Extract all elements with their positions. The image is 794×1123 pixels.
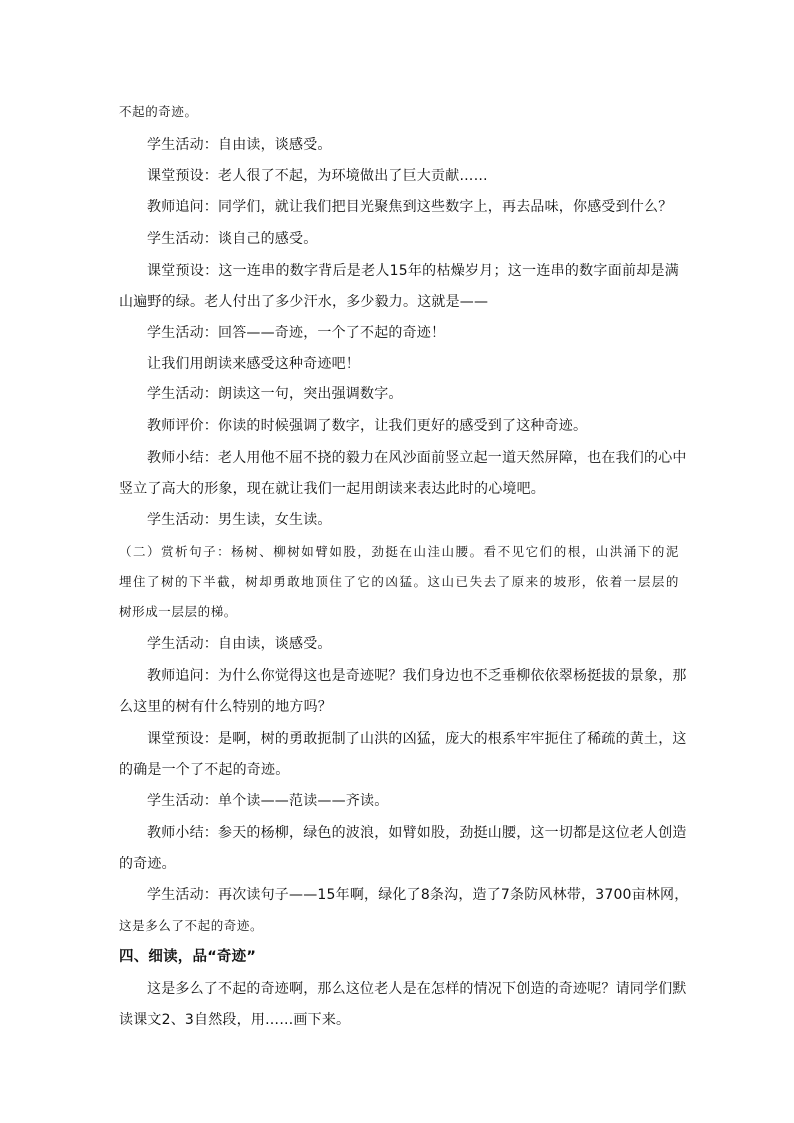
section-heading: 四、细读，品“奇迹”: [119, 949, 257, 965]
text-line: 教师追问：为什么你觉得这也是奇迹呢？我们身边也不乏垂柳依依翠杨挺拔的景象，那: [147, 668, 687, 684]
text-line: 教师追问：同学们，就让我们把目光聚焦到这些数字上，再去品味，你感受到什么？: [147, 199, 673, 215]
text-line: 的奇迹。: [119, 856, 176, 872]
text-line: 学生活动：朗读这一句，突出强调数字。: [147, 386, 403, 402]
text-line: 让我们用朗读来感受这种奇迹吧！: [147, 356, 360, 372]
text-line: 读课文2、3自然段，用……画下来。: [119, 1012, 351, 1028]
text-line: 课堂预设：是啊，树的勇敢扼制了山洪的凶猛，庞大的根系牢牢扼住了稀疏的黄土，这: [147, 731, 687, 747]
text-line: （二）赏析句子：杨树、柳树如臂如股，劲挺在山洼山腰。看不见它们的根，山洪涌下的泥: [119, 544, 679, 559]
text-line: 学生活动：单个读——范读——齐读。: [147, 793, 389, 809]
text-line: 埋住了树的下半截，树却勇敢地顶住了它的凶猛。这山已失去了原来的坡形，依着一层层的: [119, 574, 679, 589]
text-line: 学生活动：回答——奇迹，一个了不起的奇迹！: [147, 325, 446, 341]
text-line: 不起的奇迹。: [119, 104, 198, 119]
text-line: 山遍野的绿。老人付出了多少汗水，多少毅力。这就是——: [119, 294, 489, 310]
text-line: 课堂预设：这一连串的数字背后是老人15年的枯燥岁月；这一连串的数字面前却是满: [147, 263, 679, 279]
text-line: 学生活动：谈自己的感受。: [147, 231, 318, 247]
text-line: 这是多么了不起的奇迹啊，那么这位老人是在怎样的情况下创造的奇迹呢？请同学们默: [147, 981, 687, 997]
text-line: 树形成一层层的梯。: [119, 604, 237, 619]
text-line: 学生活动：男生读，女生读。: [147, 512, 332, 528]
text-line: 学生活动：自由读，谈感受。: [147, 137, 332, 153]
text-line: 课堂预设：老人很了不起，为环境做出了巨大贡献……: [147, 168, 488, 184]
text-line: 竖立了高大的形象，现在就让我们一起用朗读来表达此时的心境吧。: [119, 481, 545, 497]
text-line: 的确是一个了不起的奇迹。: [119, 762, 290, 778]
text-line: 么这里的树有什么特别的地方吗？: [119, 699, 332, 715]
text-line: 教师评价：你读的时候强调了数字，让我们更好的感受到了这种奇迹。: [147, 418, 588, 434]
text-line: 教师小结：参天的杨柳，绿色的波浪，如臂如股，劲挺山腰，这一切都是这位老人创造: [147, 825, 687, 841]
text-line: 这是多么了不起的奇迹。: [119, 918, 264, 933]
text-line: 教师小结：老人用他不屈不挠的毅力在风沙面前竖立起一道天然屏障，也在我们的心中: [147, 450, 687, 466]
text-line: 学生活动：再次读句子——15年啊，绿化了8条沟，造了7条防风林带，3700亩林网，: [147, 887, 689, 903]
text-line: 学生活动：自由读，谈感受。: [147, 636, 332, 652]
